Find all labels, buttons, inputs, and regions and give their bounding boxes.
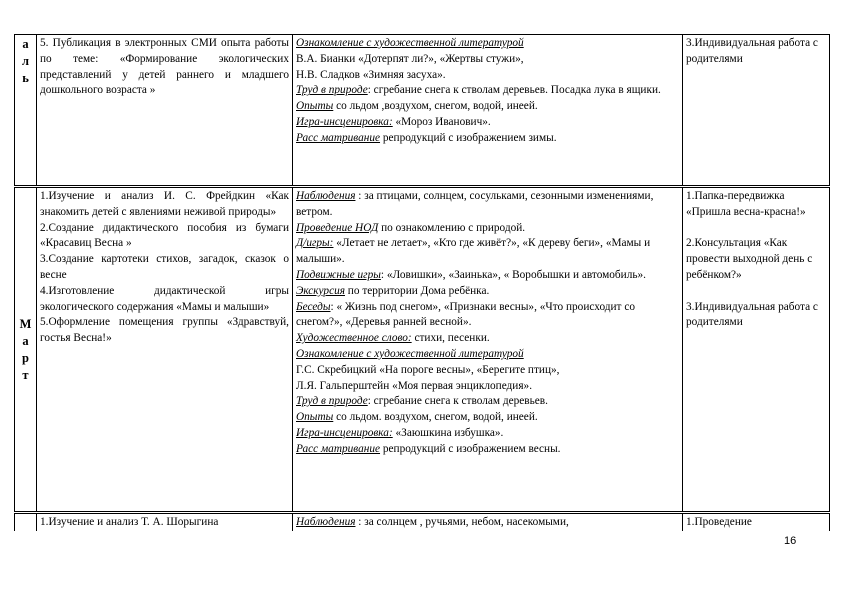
parents-work-item: 2.Консультация «Как провести выходной день с ребёнком?» (686, 237, 813, 281)
activity-heading: Наблюдения (296, 190, 356, 202)
methodical-work-cell (37, 187, 293, 513)
activity-item (296, 426, 679, 442)
activity-item (296, 410, 679, 426)
activity-heading: Ознакомление с художественной литературой (296, 37, 524, 49)
activity-item (296, 221, 679, 237)
activity-item (296, 83, 679, 99)
activity-heading: Ознакомление с художественной литературой (296, 347, 524, 360)
activity-text: со льдом. воздухом, снегом, водой, инеей. (333, 411, 538, 424)
work-item: 5.Оформление помещения группы «Здравствуй, гостья Весна!» (40, 316, 289, 345)
activity-text: со льдом ,воздухом, снегом, водой, инеей. (333, 100, 538, 113)
activity-text: В.А. Бианки «Дотерпят ли?», «Жертвы стужи», (296, 52, 524, 65)
methodical-work-cell (37, 35, 293, 187)
activity-item (296, 347, 679, 363)
month-letter: ь (22, 71, 29, 85)
activity-heading: Опыты (296, 411, 334, 424)
month-cell (15, 35, 37, 187)
work-item: 1.Изучение и анализ Т. А. Шорыгина (40, 516, 219, 528)
parents-work-cell (683, 187, 830, 513)
activity-text: Л.Я. Гальперштейн «Моя первая энциклопедия». (296, 379, 533, 392)
parents-work-item: 3.Индивидуальная работа с родителями (686, 300, 818, 329)
activity-text: Н.В. Сладков «Зимняя засуха». (296, 68, 446, 81)
parents-work-cell (683, 35, 830, 187)
activity-heading: Опыты (296, 100, 334, 113)
activity-item (296, 515, 679, 531)
activity-text: : «Ловишки», «Заинька», « Воробышки и автомобиль». (380, 268, 646, 281)
month-letter: а (22, 334, 29, 348)
table-row (15, 513, 830, 531)
activity-item (296, 268, 679, 284)
activity-heading: Игра-инсценировка: (296, 426, 393, 439)
activity-text: «Заюшкина избушка». (392, 426, 504, 439)
parents-work-item (686, 284, 826, 300)
activity-item (296, 99, 679, 115)
activity-text: «Мороз Иванович». (392, 115, 491, 128)
work-item: 3.Создание картотеки стихов, загадок, сказок о весне (40, 253, 289, 281)
activity-heading: Труд в природе (296, 84, 368, 97)
activity-item (296, 236, 679, 268)
activity-heading: Художественное слово: (296, 332, 412, 345)
work-item: 1.Изучение и анализ И. С. Фрейдкин «Как знакомить детей с явлениями неживой природы» (40, 190, 289, 218)
activity-item (296, 284, 679, 300)
month-letter: т (22, 368, 29, 382)
activity-item (296, 331, 679, 347)
table-row (15, 187, 830, 513)
activity-text: : сгребание снега к стволам деревьев. (367, 395, 548, 408)
activity-heading: Подвижные игры (296, 268, 381, 281)
page-number: 16 (784, 535, 797, 547)
activity-item (296, 52, 679, 68)
month-letter: а (22, 37, 29, 51)
activity-text: по ознакомлению с природой. (378, 221, 526, 234)
work-item: 5. Публикация в электронных СМИ опыта работы по теме: «Формирование экологических представлений у детей раннего и младшего дошкольного возраста » (40, 37, 289, 97)
parents-work-item (686, 221, 826, 237)
activity-text: Г.С. Скребицкий «На пороге весны», «Берегите птиц», (296, 363, 560, 376)
activity-text: «Летает не летает», «Кто где живёт?», «К дереву беги», «Мамы и малыши». (296, 237, 651, 266)
activity-heading: Наблюдения (296, 516, 356, 528)
month-letter: л (21, 54, 29, 68)
month-cell (15, 513, 37, 531)
activity-heading: Труд в природе (296, 395, 368, 408)
activity-heading: Беседы (296, 300, 331, 313)
activity-heading: Расс матривание (296, 442, 381, 455)
activity-heading: Проведение НОД (296, 221, 379, 234)
activity-item (296, 363, 679, 379)
methodical-work-cell (37, 513, 293, 531)
parents-work-cell (683, 513, 830, 531)
activity-item (296, 131, 679, 147)
activity-text: репродукций с изображением весны. (380, 442, 561, 455)
activity-item (296, 442, 679, 458)
activity-heading: Экскурсия (296, 284, 345, 297)
work-item: 2.Создание дидактического пособия из бумаги «Красавиц Весна » (40, 221, 289, 250)
activity-heading: Игра-инсценировка: (296, 115, 393, 128)
month-cell (15, 187, 37, 513)
activity-text: : « Жизнь под снегом», «Признаки весны», «Что происходит со снегом?», «Деревья ранней весной». (296, 300, 635, 329)
activity-text: : за солнцем , ручьями, небом, насекомыми, (355, 516, 569, 528)
activity-heading: Д/игры: (296, 237, 334, 250)
activity-text: по территории Дома ребёнка. (344, 284, 490, 297)
parents-work-item: 1.Папка-передвижка «Пришла весна-красна!» (686, 190, 806, 218)
activity-item (296, 115, 679, 131)
parents-work-item: 3.Индивидуальная работа с родителями (686, 37, 818, 65)
activity-text: : за птицами, солнцем, сосульками, сезонными изменениями, ветром. (296, 190, 654, 218)
activity-heading: Расс матривание (296, 131, 381, 144)
parents-work-item: 1.Проведение (686, 516, 752, 528)
children-activities-cell (293, 513, 683, 531)
activity-item (296, 189, 679, 221)
activity-item (296, 36, 679, 52)
activity-item (296, 379, 679, 395)
children-activities-cell (293, 187, 683, 513)
activity-text: репродукций с изображением зимы. (380, 131, 557, 144)
activity-item (296, 68, 679, 84)
children-activities-cell (293, 35, 683, 187)
table-row (15, 35, 830, 187)
work-item: 4.Изготовление дидактической игры экологического содержания «Мамы и малыши» (40, 284, 289, 313)
month-letter: М (19, 317, 32, 331)
activity-text: стихи, песенки. (411, 332, 490, 345)
activity-text: : сгребание снега к стволам деревьев. Посадка лука в ящики. (367, 84, 661, 97)
month-letter: р (22, 351, 29, 365)
plan-table (14, 34, 830, 531)
activity-item (296, 394, 679, 410)
activity-item (296, 300, 679, 332)
